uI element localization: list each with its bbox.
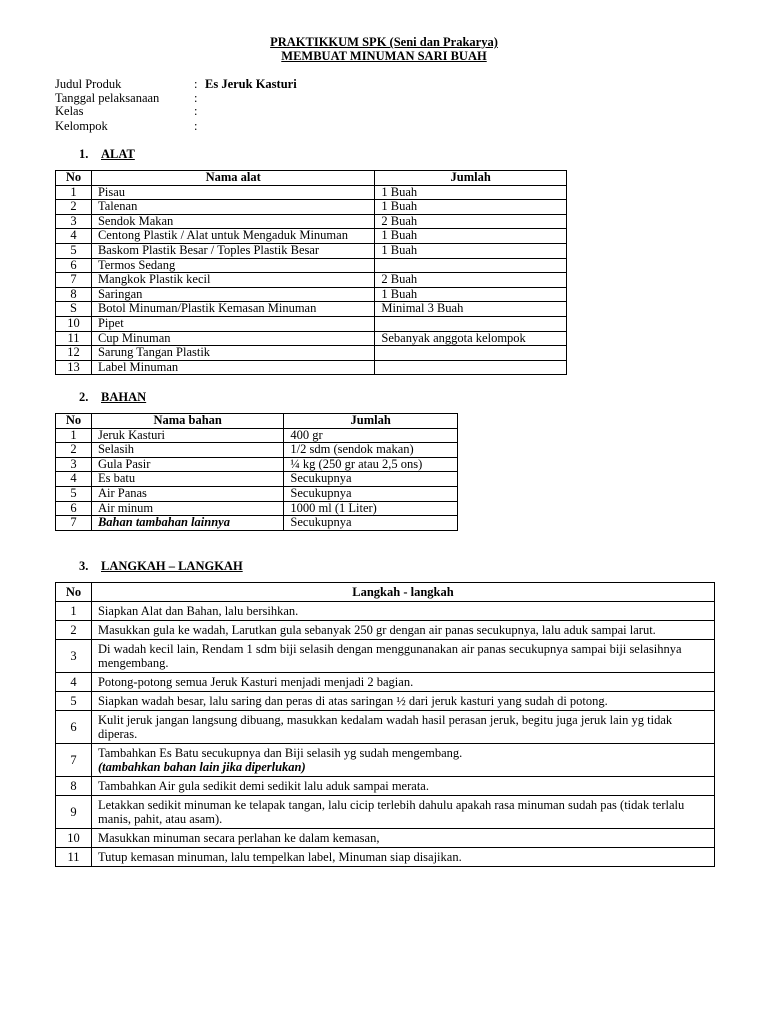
row-number: 3 (56, 214, 92, 229)
info-label: Kelompok (55, 119, 108, 133)
table-header-row (56, 414, 458, 429)
tool-name: Saringan (91, 287, 374, 302)
table-row (56, 486, 458, 501)
table-row (56, 200, 567, 215)
ingredient-quantity: 1000 ml (1 Liter) (284, 501, 458, 516)
info-label: Kelas (55, 104, 84, 118)
ingredient-quantity: ¼ kg (250 gr atau 2,5 ons) (284, 457, 458, 472)
row-number: 5 (56, 243, 92, 258)
row-number: 1 (56, 428, 92, 443)
row-number: 8 (56, 287, 92, 302)
table-row (56, 640, 715, 673)
row-number: 7 (56, 273, 92, 288)
tool-quantity: Minimal 3 Buah (375, 302, 567, 317)
tool-quantity (375, 346, 567, 361)
info-colon: : (194, 91, 198, 105)
table-row (56, 472, 458, 487)
step-text: Di wadah kecil lain, Rendam 1 sdm biji selasih dengan menggunanakan air panas secukupnya sampai biji selasihnya mengembang. (91, 640, 714, 673)
section-number: 1. (79, 147, 89, 161)
step-number: 10 (56, 829, 92, 848)
info-colon: : (194, 104, 198, 118)
ingredient-quantity: Secukupnya (284, 472, 458, 487)
ingredient-quantity: Secukupnya (284, 516, 458, 531)
table-row (56, 316, 567, 331)
table-row (56, 428, 458, 443)
table-row (56, 829, 715, 848)
tool-name: Mangkok Plastik kecil (91, 273, 374, 288)
row-number: 7 (56, 516, 92, 531)
tool-quantity: 2 Buah (375, 273, 567, 288)
table-row (56, 848, 715, 867)
step-text: Masukkan gula ke wadah, Larutkan gula sebanyak 250 gr dengan air panas secukupnya, lalu aduk sampai larut. (91, 621, 714, 640)
step-text: Siapkan wadah besar, lalu saring dan peras di atas saringan ½ dari jeruk kasturi yang sudah di potong. (91, 692, 714, 711)
table-row (56, 621, 715, 640)
step-cell (91, 744, 714, 777)
info-value: Es Jeruk Kasturi (205, 77, 297, 91)
table-row (56, 346, 567, 361)
column-header: Nama bahan (91, 414, 283, 429)
row-number: 5 (56, 486, 92, 501)
row-number: 6 (56, 258, 92, 273)
ingredient-name: Es batu (91, 472, 283, 487)
section-heading-langkah (79, 559, 243, 573)
ingredient-name: Jeruk Kasturi (91, 428, 283, 443)
table-row (56, 360, 567, 375)
column-header: No (56, 171, 92, 186)
step-text: Masukkan minuman secara perlahan ke dalam kemasan, (91, 829, 714, 848)
step-note: (tambahkan bahan lain jika diperlukan) (97, 760, 306, 774)
table-row (56, 443, 458, 458)
step-text: Siapkan Alat dan Bahan, lalu bersihkan. (91, 602, 714, 621)
row-number: 6 (56, 501, 92, 516)
tool-name: Talenan (91, 200, 374, 215)
tool-name: Sarung Tangan Plastik (91, 346, 374, 361)
tool-quantity: 1 Buah (375, 200, 567, 215)
tool-name: Centong Plastik / Alat untuk Mengaduk Minuman (91, 229, 374, 244)
tool-name: Sendok Makan (91, 214, 374, 229)
table-row (56, 711, 715, 744)
section-number: 2. (79, 390, 89, 404)
section-heading-alat (79, 147, 135, 161)
table-row (56, 258, 567, 273)
tool-name: Botol Minuman/Plastik Kemasan Minuman (91, 302, 374, 317)
ingredient-name: Air Panas (91, 486, 283, 501)
step-text: Tutup kemasan minuman, lalu tempelkan label, Minuman siap disajikan. (91, 848, 714, 867)
step-text: Tambahkan Es Batu secukupnya dan Biji selasih yg sudah mengembang. (97, 746, 463, 760)
table-row (56, 744, 715, 777)
step-text: Tambahkan Air gula sedikit demi sedikit lalu aduk sampai merata. (91, 777, 714, 796)
step-text: Kulit jeruk jangan langsung dibuang, masukkan kedalam wadah hasil perasan jeruk, begitu juga jeruk lain yg tidak diperas. (91, 711, 714, 744)
table-row (56, 185, 567, 200)
step-number: 7 (56, 744, 92, 777)
tool-quantity: 1 Buah (375, 185, 567, 200)
column-header: Nama alat (91, 171, 374, 186)
step-number: 8 (56, 777, 92, 796)
tool-quantity (375, 316, 567, 331)
row-number: 10 (56, 316, 92, 331)
tool-name: Termos Sedang (91, 258, 374, 273)
table-row (56, 457, 458, 472)
document-title: PRAKTIKKUM SPK (Seni dan Prakarya) (270, 35, 498, 49)
row-number: 12 (56, 346, 92, 361)
table-row (56, 501, 458, 516)
tool-quantity: 2 Buah (375, 214, 567, 229)
step-number: 2 (56, 621, 92, 640)
ingredient-name: Air minum (91, 501, 283, 516)
ingredient-quantity: 400 gr (284, 428, 458, 443)
table-row (56, 214, 567, 229)
column-header: No (56, 414, 92, 429)
column-header: Jumlah (375, 171, 567, 186)
step-number: 9 (56, 796, 92, 829)
tool-name: Pipet (91, 316, 374, 331)
tool-quantity: 1 Buah (375, 287, 567, 302)
table-row (56, 331, 567, 346)
document-subtitle: MEMBUAT MINUMAN SARI BUAH (281, 49, 487, 63)
alat-table (55, 170, 567, 375)
column-header: Langkah - langkah (91, 583, 714, 602)
step-text: Potong-potong semua Jeruk Kasturi menjadi menjadi 2 bagian. (91, 673, 714, 692)
step-text: Letakkan sedikit minuman ke telapak tangan, lalu cicip terlebih dahulu apakah rasa minuman sudah pas (tidak terlalu manis, pahit, atau asam). (91, 796, 714, 829)
step-number: 1 (56, 602, 92, 621)
table-row (56, 602, 715, 621)
ingredient-quantity: Secukupnya (284, 486, 458, 501)
step-number: 4 (56, 673, 92, 692)
section-number: 3. (79, 559, 89, 573)
section-title: LANGKAH – LANGKAH (101, 559, 243, 573)
row-number: 11 (56, 331, 92, 346)
column-header: Jumlah (284, 414, 458, 429)
info-label: Tanggal pelaksanaan (55, 91, 160, 105)
row-number: 13 (56, 360, 92, 375)
step-number: 5 (56, 692, 92, 711)
step-number: 3 (56, 640, 92, 673)
row-number: 4 (56, 229, 92, 244)
row-number: S (56, 302, 92, 317)
table-header-row (56, 171, 567, 186)
row-number: 2 (56, 200, 92, 215)
table-row (56, 273, 567, 288)
section-title: ALAT (101, 147, 135, 161)
table-row (56, 692, 715, 711)
ingredient-name: Bahan tambahan lainnya (91, 516, 283, 531)
ingredient-name: Selasih (91, 443, 283, 458)
row-number: 3 (56, 457, 92, 472)
table-row (56, 243, 567, 258)
tool-quantity: Sebanyak anggota kelompok (375, 331, 567, 346)
row-number: 2 (56, 443, 92, 458)
info-label: Judul Produk (55, 77, 122, 91)
tool-quantity (375, 258, 567, 273)
table-row (56, 302, 567, 317)
table-row (56, 516, 458, 531)
tool-name: Label Minuman (91, 360, 374, 375)
row-number: 4 (56, 472, 92, 487)
table-row (56, 287, 567, 302)
tool-quantity: 1 Buah (375, 229, 567, 244)
step-number: 11 (56, 848, 92, 867)
table-row (56, 229, 567, 244)
table-row (56, 673, 715, 692)
table-row (56, 796, 715, 829)
tool-name: Baskom Plastik Besar / Toples Plastik Besar (91, 243, 374, 258)
langkah-table (55, 582, 715, 867)
tool-quantity (375, 360, 567, 375)
tool-name: Cup Minuman (91, 331, 374, 346)
tool-quantity: 1 Buah (375, 243, 567, 258)
bahan-table (55, 413, 458, 531)
section-title: BAHAN (101, 390, 147, 404)
ingredient-quantity: 1/2 sdm (sendok makan) (284, 443, 458, 458)
info-colon: : (194, 119, 198, 133)
row-number: 1 (56, 185, 92, 200)
step-number: 6 (56, 711, 92, 744)
tool-name: Pisau (91, 185, 374, 200)
ingredient-name: Gula Pasir (91, 457, 283, 472)
column-header: No (56, 583, 92, 602)
table-row (56, 777, 715, 796)
info-colon: : (194, 77, 198, 91)
section-heading-bahan (79, 390, 146, 404)
table-header-row (56, 583, 715, 602)
